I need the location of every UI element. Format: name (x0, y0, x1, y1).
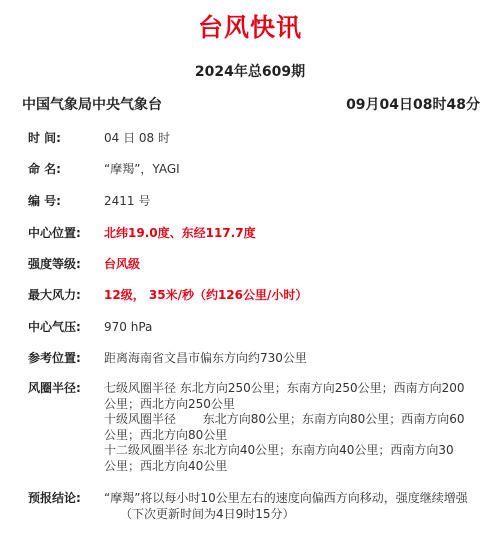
value-pressure: 970 hPa (104, 320, 153, 334)
radius-line-12-b: 公里；西北方向40公里 (104, 458, 228, 473)
label-number: 编 号: (28, 194, 61, 208)
value-number: 2411 号 (104, 194, 151, 208)
radius-line-10-a: 十级风圈半径 东北方向80公里；东南方向80公里；西南方向60 (104, 412, 465, 426)
agency-name: 中国气象局中央气象台 (22, 97, 162, 113)
label-center-position: 中心位置: (28, 226, 81, 240)
label-reference: 参考位置: (28, 351, 81, 365)
value-intensity: 台风级 (104, 257, 141, 271)
label-pressure: 中心气压: (28, 320, 81, 334)
value-name: “摩羯”，YAGI (104, 162, 180, 176)
radius-line-12-a: 十二级风圈半径 东北方向40公里；东南方向40公里；西南方向30 (104, 443, 454, 457)
forecast-text: “摩羯”将以每小时10公里左右的速度向偏西方向移动，强度继续增强 (104, 491, 468, 505)
label-wind-radius: 风圈半径: (28, 381, 81, 395)
forecast-next-update: （下次更新时间为4日9时15分） (120, 506, 295, 521)
value-center-position: 北纬19.0度、东经117.7度 (104, 226, 256, 240)
label-name: 命 名: (28, 162, 61, 176)
value-time: 04 日 08 时 (104, 131, 170, 145)
value-forecast (104, 491, 476, 522)
label-intensity: 强度等级: (28, 257, 81, 271)
radius-line-7-a: 七级风圈半径 东北方向250公里；东南方向250公里；西南方向200 (104, 381, 465, 395)
value-reference: 距离海南省文昌市偏东方向约730公里 (104, 351, 307, 365)
page-title: 台风快讯 (197, 13, 302, 42)
issue-datetime: 09月04日08时48分 (346, 97, 480, 113)
radius-line-10-b: 公里；西北方向80公里 (104, 427, 228, 442)
issue-number: 2024年总609期 (194, 64, 306, 80)
value-wind-radius (104, 381, 476, 474)
label-max-wind: 最大风力: (28, 288, 81, 302)
label-time: 时 间: (28, 131, 61, 145)
radius-line-7-b: 公里；西北方向250公里 (104, 396, 235, 411)
label-forecast: 预报结论: (28, 491, 81, 505)
agency-header (22, 94, 480, 114)
value-max-wind: 12级， 35米/秒（约126公里/小时） (104, 288, 308, 302)
